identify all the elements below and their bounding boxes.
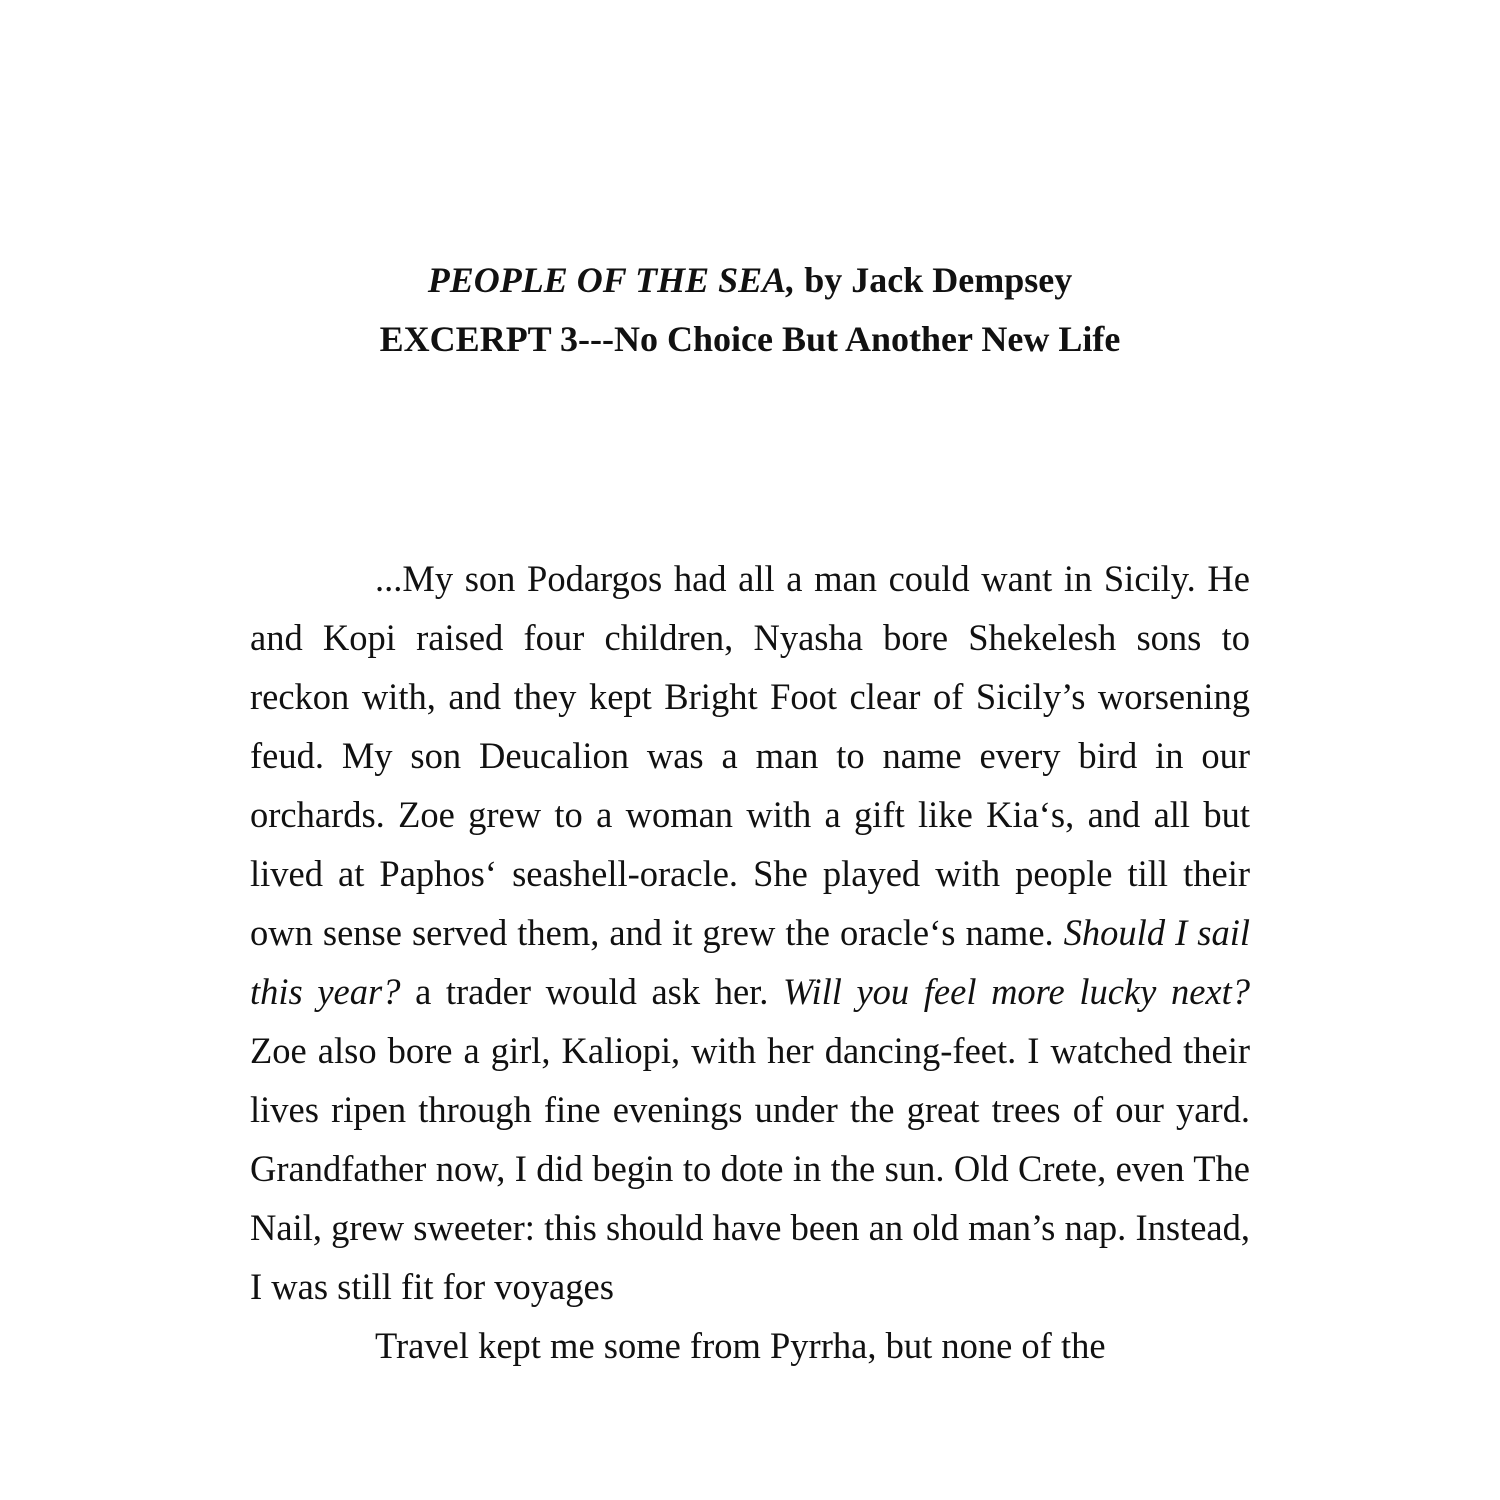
paragraph-2 [250, 1316, 1250, 1375]
author-credit: by Jack Dempsey [795, 260, 1073, 300]
book-title: PEOPLE OF THE SEA, [427, 260, 796, 300]
text-run: Zoe also bore a girl, Kaliopi, with her dancing-feet. I watched their lives ripen through fine evenings under the great trees of our yard. Grandfather now, I did begin to dote in the sun. Old Crete, even The Nail, grew sweeter: this should have been an old man’s nap. Instead, I was still fit for voyages [250, 1030, 1250, 1307]
text-run: a trader would ask her. [400, 971, 784, 1012]
document-title-block [0, 251, 1500, 369]
italic-question-1: Should I sail this year? [250, 912, 1250, 1012]
body-text [250, 549, 1250, 1375]
title-line [0, 251, 1500, 310]
text-run: Travel kept me some from Pyrrha, but none of the [375, 1325, 1106, 1366]
italic-question-2: Will you feel more lucky next? [783, 971, 1250, 1012]
text-run: ...My son Podargos had all a man could want in Sicily. He and Kopi raised four children, Nyasha bore Shekelesh sons to reckon with, and they kept Bright Foot clear of Sicily’s worsening feud. My son Deucalion was a man to name every bird in our orchards. Zoe grew to a woman with a gift like Kia‘s, and all but lived at Paphos‘ seashell-oracle. She played with people till their own sense served them, and it grew the oracle‘s name. [250, 558, 1250, 953]
paragraph-1 [250, 549, 1250, 1316]
excerpt-heading: EXCERPT 3---No Choice But Another New Life [379, 319, 1121, 359]
